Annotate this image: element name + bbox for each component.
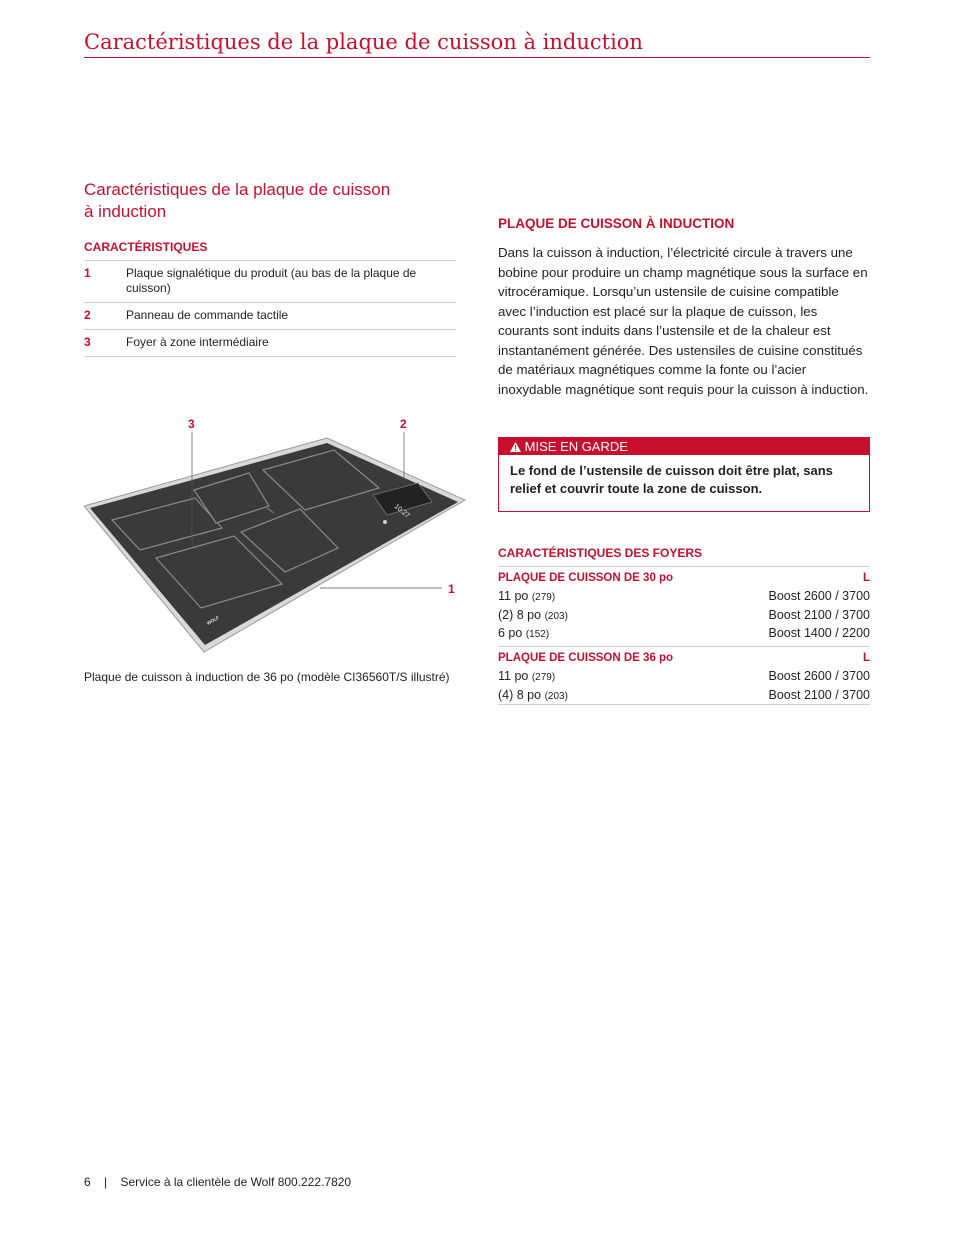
spec-unit: L bbox=[862, 652, 870, 664]
table-row bbox=[84, 261, 456, 303]
power-icon bbox=[383, 520, 387, 524]
footer-text: Service à la clientèle de Wolf 800.222.7820 bbox=[120, 1175, 352, 1189]
footer-separator: | bbox=[104, 1175, 108, 1189]
section-heading: Caractéristiques de la plaque de cuisson à induction bbox=[84, 180, 391, 221]
page-title: Caractéristiques de la plaque de cuisson à induction bbox=[84, 30, 870, 58]
spec-table-36 bbox=[498, 646, 870, 705]
warning-title: MISE EN GARDE bbox=[524, 439, 628, 454]
burner-size: 11 po (279) bbox=[498, 589, 556, 603]
intro-paragraph: Dans la cuisson à induction, l’électricité circule à travers une bobine pour produire un champ magnétique sous la surface en vitrocéramique. Lorsqu’un ustensile de cuisine compatible avec l’induction est placé sur la plaque de cuisson, les courants sont induits dans l’ustensile et de la chaleur est instantanément générée. Des ustensiles de cuisine constitués de matériaux magnétiques comme la fonte ou l’acier inoxydable magnétique sont requis pour la cuisson à induction. bbox=[498, 245, 869, 397]
burner-power: Boost 1400 / 2200 bbox=[768, 626, 870, 640]
burner-power: Boost 2100 / 3700 bbox=[768, 607, 870, 622]
table-header bbox=[498, 647, 870, 667]
warning-box bbox=[498, 437, 870, 512]
warning-text: Le fond de l’ustensile de cuisson doit être plat, sans relief et couvrir toute la zone de cuisson. bbox=[510, 463, 833, 496]
feature-number: 3 bbox=[84, 330, 126, 357]
warning-header bbox=[499, 438, 869, 455]
feature-text: Panneau de commande tactile bbox=[126, 303, 456, 330]
feature-text: Foyer à zone intermédiaire bbox=[126, 330, 456, 357]
page-footer bbox=[84, 1175, 351, 1189]
callout-2: 2 bbox=[400, 417, 407, 431]
table-row bbox=[84, 303, 456, 330]
burner-size: 11 po (279) bbox=[498, 669, 556, 683]
callout-3: 3 bbox=[188, 417, 195, 431]
burner-size: 6 po (152) bbox=[498, 626, 550, 640]
burner-size: (2) 8 po (203) bbox=[498, 607, 568, 622]
feature-text: Plaque signalétique du produit (au bas de la plaque de cuisson) bbox=[126, 261, 456, 303]
feature-number: 1 bbox=[84, 261, 126, 303]
table-row bbox=[498, 606, 870, 625]
page-number: 6 bbox=[84, 1175, 91, 1189]
burner-specs-label: CARACTÉRISTIQUES DES FOYERS bbox=[498, 546, 703, 560]
figure-caption: Plaque de cuisson à induction de 36 po (modèle CI36560T/S illustré) bbox=[84, 670, 450, 684]
brand-logo: WOLF bbox=[206, 614, 220, 626]
table-row bbox=[498, 667, 870, 686]
burner-power: Boost 2600 / 3700 bbox=[768, 589, 870, 603]
features-table bbox=[84, 260, 456, 357]
table-row bbox=[498, 587, 870, 606]
spec-title: PLAQUE DE CUISSON DE 36 po bbox=[498, 652, 674, 664]
callout-1: 1 bbox=[448, 582, 455, 596]
burner-size: (4) 8 po (203) bbox=[498, 687, 568, 702]
warning-triangle-icon bbox=[510, 442, 521, 452]
burner-power: Boost 2600 / 3700 bbox=[768, 669, 870, 683]
table-row bbox=[498, 686, 870, 705]
table-header bbox=[498, 567, 870, 587]
section-heading: PLAQUE DE CUISSON À INDUCTION bbox=[498, 216, 735, 231]
table-row bbox=[498, 624, 870, 643]
features-label: CARACTÉRISTIQUES bbox=[84, 240, 208, 254]
spec-table-30 bbox=[498, 566, 870, 643]
cooktop-illustration bbox=[84, 410, 468, 660]
table-row bbox=[84, 330, 456, 357]
burner-power: Boost 2100 / 3700 bbox=[768, 687, 870, 702]
feature-number: 2 bbox=[84, 303, 126, 330]
spec-title: PLAQUE DE CUISSON DE 30 po bbox=[498, 572, 674, 584]
spec-unit: L bbox=[862, 572, 870, 584]
display-time: 10:27 bbox=[392, 503, 411, 520]
